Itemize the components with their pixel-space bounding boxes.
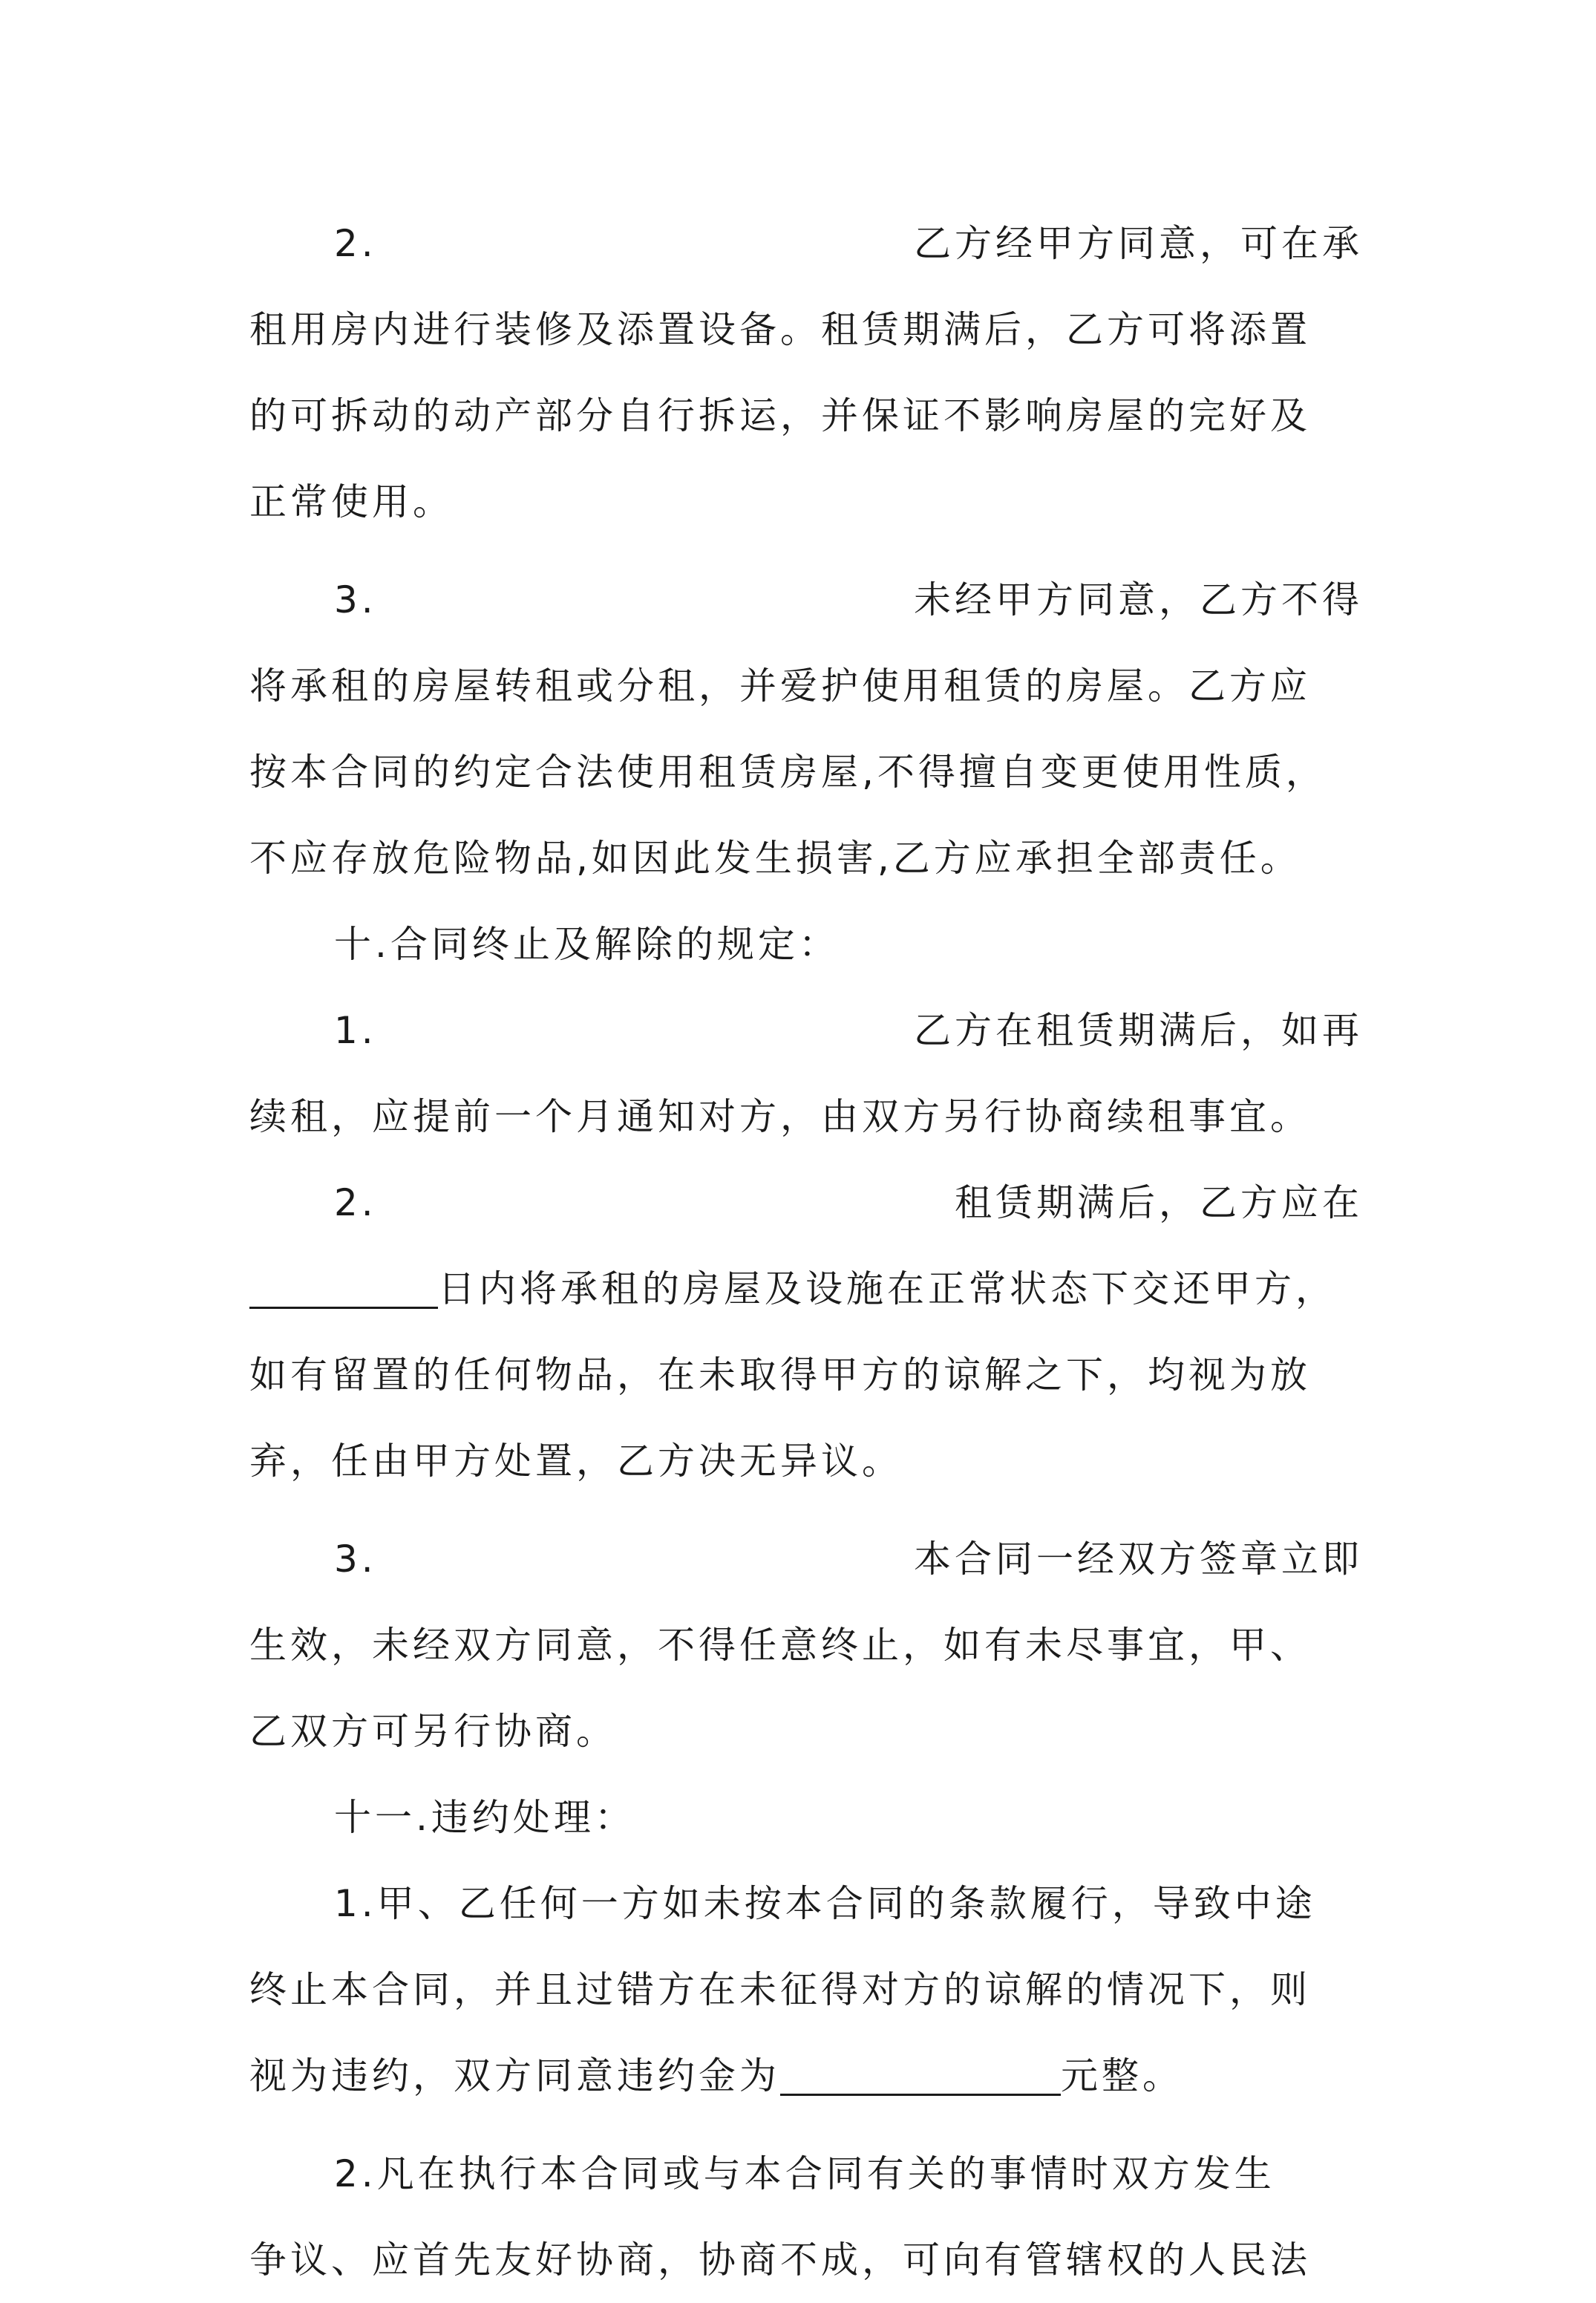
paragraph-line: 弃，任由甲方处置，乙方决无异议。 bbox=[249, 1440, 903, 1483]
penalty-amount-blank-field[interactable] bbox=[780, 2042, 1061, 2096]
contract-body bbox=[249, 200, 1363, 2303]
paragraph-line: 1.甲、乙任何一方如未按本合同的条款履行，导致中途 bbox=[334, 1882, 1316, 1925]
clause-10-item-2-first-line bbox=[249, 1160, 1363, 1246]
paragraph-line: 争议、应首先友好协商，协商不成，可向有管辖权的人民法 bbox=[249, 2238, 1311, 2281]
paragraph-line: 乙双方可另行协商。 bbox=[249, 1710, 617, 1753]
item-number: 1. bbox=[334, 1009, 377, 1052]
item-number: 2. bbox=[334, 1181, 377, 1224]
paragraph-text: 日内将承租的房屋及设施在正常状态下交还甲方， bbox=[438, 1267, 1336, 1310]
paragraph-line: 2.凡在执行本合同或与本合同有关的事情时双方发生 bbox=[334, 2152, 1275, 2195]
paragraph-text: 乙方在租赁期满后，如再 bbox=[914, 1009, 1363, 1052]
paragraph-line: 按本合同的约定合法使用租赁房屋,不得擅自变更使用性质， bbox=[249, 751, 1327, 794]
paragraph-text: 未经甲方同意，乙方不得 bbox=[914, 578, 1363, 621]
clause-10-heading: 十.合同终止及解除的规定： bbox=[334, 923, 840, 966]
paragraph-text: 元整。 bbox=[1061, 2054, 1183, 2097]
clause-9-item-2-first-line bbox=[249, 200, 1363, 287]
clause-11-heading: 十一.违约处理： bbox=[334, 1796, 635, 1839]
item-number: 3. bbox=[334, 1538, 377, 1581]
paragraph-line: 如有留置的任何物品，在未取得甲方的谅解之下，均视为放 bbox=[249, 1353, 1311, 1396]
paragraph-text: 本合同一经双方签章立即 bbox=[914, 1538, 1363, 1581]
paragraph-line: 终止本合同，并且过错方在未征得对方的谅解的情况下，则 bbox=[249, 1968, 1311, 2011]
clause-10-item-3-first-line bbox=[249, 1516, 1363, 1602]
paragraph-text: 租赁期满后，乙方应在 bbox=[955, 1181, 1363, 1224]
clause-10-item-1-first-line bbox=[249, 987, 1363, 1074]
paragraph-line: 生效，未经双方同意，不得任意终止，如有未尽事宜，甲、 bbox=[249, 1624, 1311, 1667]
paragraph-line: 不应存放危险物品,如因此发生损害,乙方应承担全部责任。 bbox=[249, 837, 1301, 880]
clause-9-item-3-first-line bbox=[249, 557, 1363, 643]
clause-11-item-1-blank-line bbox=[249, 2033, 1363, 2119]
paragraph-line: 续租，应提前一个月通知对方，由双方另行协商续租事宜。 bbox=[249, 1095, 1311, 1138]
item-number: 3. bbox=[334, 578, 377, 621]
days-blank-field[interactable] bbox=[249, 1255, 438, 1309]
paragraph-line: 租用房内进行装修及添置设备。租赁期满后，乙方可将添置 bbox=[249, 308, 1311, 351]
clause-10-item-2-blank-line bbox=[249, 1246, 1363, 1332]
paragraph-line: 正常使用。 bbox=[249, 480, 454, 523]
paragraph-line: 的可拆动的动产部分自行拆运，并保证不影响房屋的完好及 bbox=[249, 394, 1311, 437]
paragraph-text: 乙方经甲方同意，可在承 bbox=[914, 222, 1363, 265]
paragraph-text: 视为违约，双方同意违约金为 bbox=[249, 2054, 780, 2097]
item-number: 2. bbox=[334, 222, 377, 265]
paragraph-line: 将承租的房屋转租或分租，并爱护使用租赁的房屋。乙方应 bbox=[249, 664, 1311, 708]
